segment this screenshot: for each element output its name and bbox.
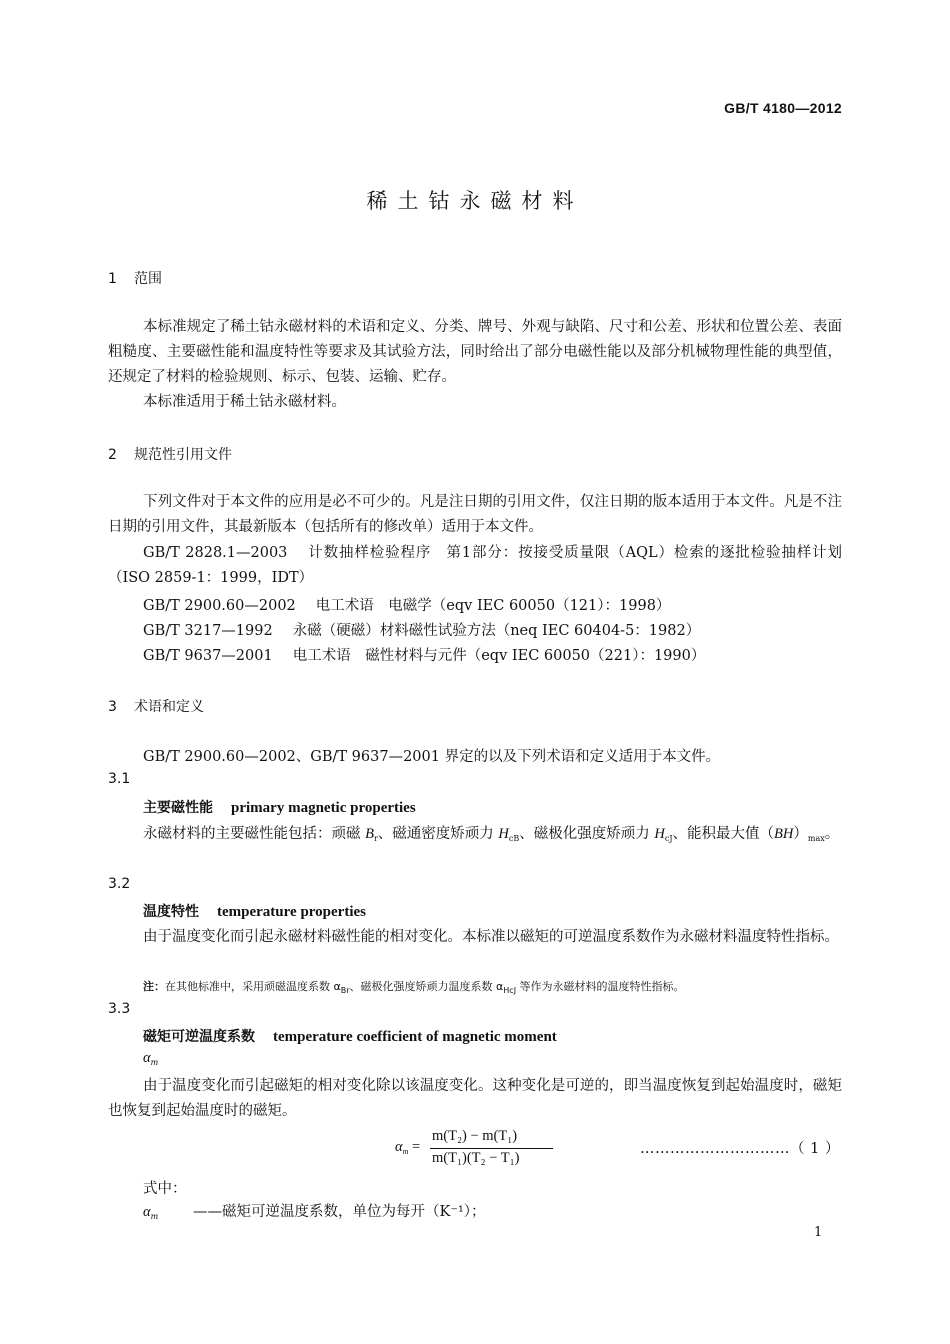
term-heading bbox=[143, 1026, 557, 1046]
term-english: temperature coefficient of magnetic moment bbox=[273, 1029, 557, 1045]
note-text: 等作为永磁材料的温度特性指标。 bbox=[516, 980, 685, 993]
symbol-subscript: m bbox=[150, 1212, 159, 1221]
reference-code: GB/T 9637—2001 bbox=[143, 648, 273, 664]
symbol-subscript: Br bbox=[340, 986, 350, 995]
reference-item bbox=[143, 619, 700, 640]
reference-code: GB/T 3217—1992 bbox=[143, 623, 273, 639]
symbol-subscript: r bbox=[373, 834, 378, 843]
section-1-heading bbox=[108, 268, 162, 288]
section-title: 术语和定义 bbox=[134, 699, 204, 715]
symbol: α bbox=[143, 1050, 151, 1066]
where-label: 式中： bbox=[143, 1181, 187, 1197]
term-english: temperature properties bbox=[217, 904, 366, 920]
term-definition: 由于温度变化而引起永磁材料磁性能的相对变化。本标准以磁矩的可逆温度系数作为永磁材料温度特性指标。 bbox=[143, 929, 839, 945]
symbol: α bbox=[143, 1204, 151, 1220]
symbol-subscript: cJ bbox=[664, 834, 673, 843]
note-text: 、磁极化强度矫顽力温度系数 α bbox=[349, 980, 504, 993]
section-number: 1 bbox=[108, 271, 117, 287]
reference-text: 电工术语 电磁学（eqv IEC 60050（121）：1998） bbox=[315, 598, 671, 614]
symbol: H bbox=[654, 826, 665, 842]
symbol-subscript: HcJ bbox=[503, 986, 517, 995]
formula-lhs: $\alpha_m$ = bbox=[395, 1139, 421, 1156]
page-number: 1 bbox=[814, 1225, 823, 1240]
symbol-definition bbox=[143, 1200, 486, 1221]
definition-text: 。 bbox=[824, 826, 840, 842]
note bbox=[143, 978, 685, 995]
section-title: 规范性引用文件 bbox=[134, 447, 232, 463]
definition-text: 、磁极化强度矫顽力 bbox=[519, 826, 655, 842]
term-symbol bbox=[143, 1050, 158, 1067]
section-3-intro: GB/T 2900.60—2002、GB/T 9637—2001 界定的以及下列术语和定义适用于本文件。 bbox=[143, 749, 721, 765]
equation-number: …………………………（ 1 ） bbox=[640, 1141, 840, 1157]
term-chinese: 温度特性 bbox=[143, 904, 199, 920]
definition-text: 、能积最大值（ bbox=[672, 826, 775, 842]
term-heading bbox=[143, 797, 416, 817]
formula-numerator: m(T₂) − m(T₁) bbox=[432, 1128, 518, 1144]
section-title: 范围 bbox=[134, 271, 162, 287]
symbol-subscript: cB bbox=[508, 834, 520, 843]
term-number: 3.1 bbox=[108, 771, 131, 787]
document-title: 稀土钴永磁材料 bbox=[366, 189, 584, 213]
term-heading bbox=[143, 901, 366, 921]
note-text: 在其他标准中，采用顽磁温度系数 α bbox=[165, 980, 341, 993]
symbol: B bbox=[365, 826, 374, 842]
section-number: 2 bbox=[108, 447, 117, 463]
section-2-paragraph: 下列文件对于本文件的应用是必不可少的。凡是注日期的引用文件，仅注日期的版本适用于本文件。凡是不注日期的引用文件，其最新版本（包括所有的修改单）适用于本文件。 bbox=[108, 494, 842, 535]
note-label: 注： bbox=[143, 980, 165, 993]
symbol: H bbox=[498, 826, 509, 842]
reference-text: 永磁（硬磁）材料磁性试验方法（neq IEC 60404-5：1982） bbox=[292, 623, 701, 639]
term-chinese: 磁矩可逆温度系数 bbox=[143, 1029, 255, 1045]
term-definition bbox=[108, 822, 842, 851]
fraction-bar bbox=[430, 1148, 553, 1149]
definition-text: 、磁通密度矫顽力 bbox=[377, 826, 499, 842]
reference-code: GB/T 2900.60—2002 bbox=[143, 598, 296, 614]
term-definition: 由于温度变化而引起磁矩的相对变化除以该温度变化。这种变化是可逆的，即当温度恢复到起始温度时，磁矩也恢复到起始温度时的磁矩。 bbox=[108, 1078, 842, 1119]
symbol-description: ——磁矩可逆温度系数，单位为每开（K⁻¹）； bbox=[193, 1204, 486, 1220]
section-2-heading bbox=[108, 444, 232, 464]
term-number: 3.2 bbox=[108, 876, 131, 892]
symbol-subscript: m bbox=[150, 1058, 159, 1067]
reference-item bbox=[143, 594, 670, 615]
formula-denominator: m(T₁)(T₂ − T₁) bbox=[432, 1150, 520, 1166]
term-english: primary magnetic properties bbox=[231, 800, 416, 816]
term-chinese: 主要磁性能 bbox=[143, 800, 213, 816]
definition-text: ） bbox=[793, 826, 808, 842]
symbol: BH bbox=[774, 826, 794, 842]
section-number: 3 bbox=[108, 699, 117, 715]
section-1-paragraph: 本标准规定了稀土钴永磁材料的术语和定义、分类、牌号、外观与缺陷、尺寸和公差、形状和位置公差、表面粗糙度、主要磁性能和温度特性等要求及其试验方法，同时给出了部分电磁性能以及部分机械物理性能的典型值，还规定了材料的检验规则、标示、包装、运输、贮存。 bbox=[108, 319, 842, 385]
standard-number: GB/T 4180—2012 bbox=[724, 100, 842, 116]
reference-item bbox=[143, 644, 705, 665]
reference-text: 计数抽样检验程序 第1部分：按接受质量限（AQL）检索的逐批检验抽样计划（ISO 2859-1：1999，IDT） bbox=[108, 545, 842, 586]
definition-text: 永磁材料的主要磁性能包括：顽磁 bbox=[143, 826, 366, 842]
reference-code: GB/T 2828.1—2003 bbox=[143, 545, 288, 561]
symbol-subscript: max bbox=[807, 834, 825, 843]
term-number: 3.3 bbox=[108, 1001, 131, 1017]
reference-item bbox=[108, 541, 842, 591]
reference-text: 电工术语 磁性材料与元件（eqv IEC 60050（221）：1990） bbox=[292, 648, 706, 664]
section-1-scope: 本标准适用于稀土钴永磁材料。 bbox=[143, 394, 346, 410]
section-3-heading bbox=[108, 696, 204, 716]
